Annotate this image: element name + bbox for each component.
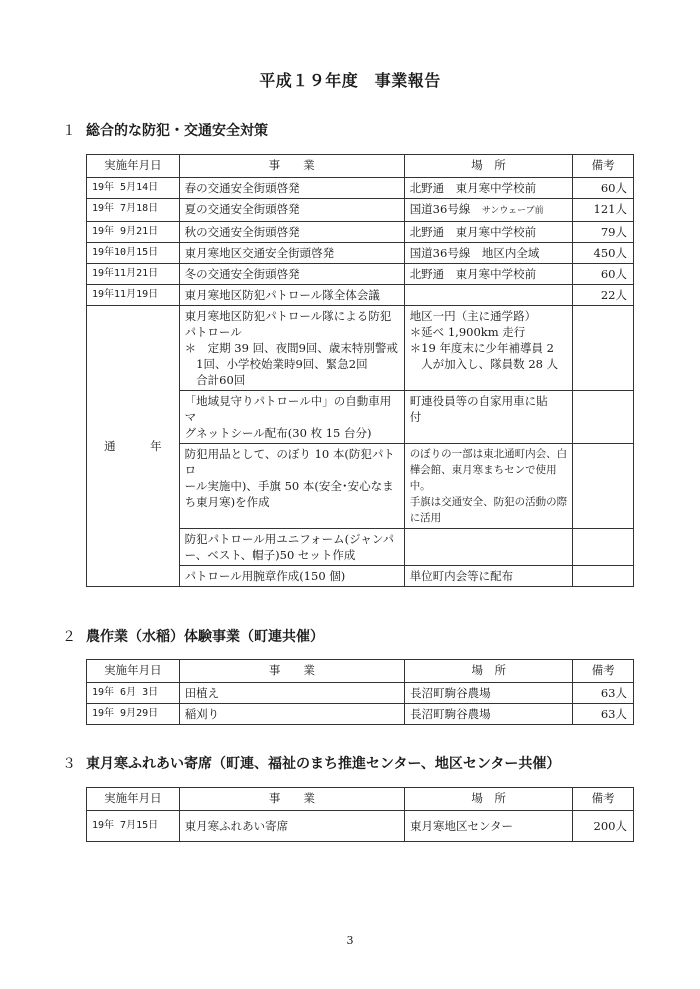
date-cell: 19年 9月21日	[87, 222, 180, 243]
event-cell	[179, 391, 404, 444]
page-title: 平成１９年度 事業報告	[259, 71, 441, 90]
place-cell: 北野通 東月寒中学校前	[404, 264, 573, 285]
section-3-heading	[62, 753, 560, 773]
event-cell: 東月寒ふれあい寄席	[179, 811, 404, 842]
section-title: 農作業（水稲）体験事業（町連共催）	[86, 629, 324, 645]
header-place: 場 所	[404, 155, 573, 178]
count-cell	[573, 444, 634, 529]
date-cell: 19年 7月18日	[87, 199, 180, 222]
header-note: 備考	[573, 155, 634, 178]
year-round-cell	[87, 306, 180, 587]
event-cell	[179, 529, 404, 566]
count-cell: 60人	[573, 264, 634, 285]
place-line: に活用	[409, 512, 442, 524]
header-event: 事 業	[179, 155, 404, 178]
count-cell	[573, 529, 634, 566]
table-header-row	[87, 660, 634, 683]
place-small-text: サンウェーブ前	[481, 206, 544, 216]
table-row	[87, 199, 634, 222]
date-cell: 19年11月21日	[87, 264, 180, 285]
event-line: グネットシール配布(30 枚 15 台分)	[184, 426, 372, 440]
place-cell	[404, 391, 573, 444]
table-row	[87, 285, 634, 306]
count-cell	[573, 566, 634, 587]
page-number: 3	[346, 934, 354, 947]
place-line: ＊19 年度末に少年補導員 2	[409, 341, 554, 355]
year-round-label: 通 年	[104, 439, 162, 453]
table-row	[87, 264, 634, 285]
event-cell: 春の交通安全街頭啓発	[179, 178, 404, 199]
place-cell	[404, 306, 573, 391]
table-row	[87, 178, 634, 199]
count-cell: 22人	[573, 285, 634, 306]
table-row	[87, 683, 634, 704]
table-yose-event	[86, 787, 634, 842]
count-cell	[573, 306, 634, 391]
place-cell: 東月寒地区センター	[405, 811, 573, 842]
event-line: パトロール	[184, 325, 242, 339]
place-cell: 長沼町駒谷農場	[405, 683, 573, 704]
section-2-heading	[62, 626, 324, 646]
place-line: 町連役員等の自家用車に貼	[409, 394, 548, 408]
event-line: 防犯パトロール用ユニフォーム(ジャンパ	[184, 532, 395, 546]
place-cell	[404, 566, 573, 587]
date-cell: 19年 7月15日	[87, 811, 180, 842]
count-cell: 121人	[573, 199, 634, 222]
section-title: 東月寒ふれあい寄席（町連、福祉のまち推進センター、地区センター共催）	[86, 756, 561, 772]
place-cell	[404, 444, 573, 529]
place-line: 樺会館、東月寒まちセンで使用中。	[409, 464, 557, 492]
place-cell	[404, 199, 573, 222]
section-1-heading	[62, 120, 268, 140]
section-title: 総合的な防犯・交通安全対策	[86, 123, 268, 139]
place-line: 付	[409, 410, 422, 424]
event-line: 東月寒地区防犯パトロール隊による防犯	[184, 309, 392, 323]
count-cell: 63人	[573, 704, 634, 725]
place-line: 単位町内会等に配布	[409, 569, 514, 583]
date-cell: 19年 6月 3日	[87, 683, 180, 704]
place-cell: 国道36号線 地区内全域	[404, 243, 573, 264]
date-cell: 19年 5月14日	[87, 178, 180, 199]
event-line: 1回、小学校始業時9回、緊急2回	[184, 357, 368, 371]
section-number: １	[62, 123, 76, 139]
header-date: 実施年月日	[87, 155, 180, 178]
place-cell: 北野通 東月寒中学校前	[404, 222, 573, 243]
table-crime-traffic-safety	[86, 154, 634, 587]
place-line: 地区一円（主に通学路）	[409, 309, 537, 323]
event-cell: 秋の交通安全街頭啓発	[179, 222, 404, 243]
table-row	[87, 222, 634, 243]
table-row	[87, 243, 634, 264]
place-cell: 長沼町駒谷農場	[405, 704, 573, 725]
date-cell: 19年11月19日	[87, 285, 180, 306]
place-line: のぼりの一部は東北通町内会、白	[409, 448, 568, 460]
section-number: ２	[62, 629, 76, 645]
event-cell: 東月寒地区防犯パトロール隊全体会議	[179, 285, 404, 306]
header-note: 備考	[573, 788, 634, 811]
section-number: ３	[62, 756, 76, 772]
place-text: 国道36号線	[409, 202, 471, 216]
header-event: 事 業	[179, 660, 404, 683]
event-cell	[179, 306, 404, 391]
event-line: 防犯用品として、のぼり 10 本(防犯パトロ	[184, 447, 395, 477]
place-cell: 北野通 東月寒中学校前	[404, 178, 573, 199]
header-date: 実施年月日	[87, 660, 180, 683]
event-line: ち東月寒)を作成	[184, 495, 270, 509]
event-line: 合計60回	[184, 373, 246, 387]
event-cell: 夏の交通安全街頭啓発	[179, 199, 404, 222]
place-line: ＊延べ 1,900km 走行	[409, 325, 526, 339]
count-cell: 450人	[573, 243, 634, 264]
table-row	[87, 704, 634, 725]
event-line: ー、ベスト、帽子)50 セット作成	[184, 548, 356, 562]
count-cell	[573, 391, 634, 444]
table-farming-experience	[86, 659, 634, 725]
count-cell: 60人	[573, 178, 634, 199]
header-event: 事 業	[179, 788, 404, 811]
place-cell	[404, 529, 573, 566]
event-line: パトロール用腕章作成(150 個)	[184, 569, 346, 583]
header-place: 場 所	[405, 660, 573, 683]
count-cell: 79人	[573, 222, 634, 243]
event-line: ＊ 定期 39 回、夜間9回、歳末特別警戒	[184, 341, 398, 355]
table-row	[87, 811, 634, 842]
table-row	[87, 306, 634, 391]
table-header-row	[87, 788, 634, 811]
place-cell	[404, 285, 573, 306]
count-cell: 63人	[573, 683, 634, 704]
table-header-row	[87, 155, 634, 178]
place-line: 人が加入し、隊員数 28 人	[409, 357, 559, 371]
date-cell: 19年 9月29日	[87, 704, 180, 725]
header-note: 備考	[573, 660, 634, 683]
count-cell: 200人	[573, 811, 634, 842]
event-cell	[179, 444, 404, 529]
event-cell: 冬の交通安全街頭啓発	[179, 264, 404, 285]
header-date: 実施年月日	[87, 788, 180, 811]
event-line: 「地域見守りパトロール中」の自動車用マ	[184, 394, 392, 424]
date-cell: 19年10月15日	[87, 243, 180, 264]
place-line: 手旗は交通安全、防犯の活動の際	[409, 496, 568, 508]
event-cell: 東月寒地区交通安全街頭啓発	[179, 243, 404, 264]
event-cell	[179, 566, 404, 587]
header-place: 場 所	[405, 788, 573, 811]
event-cell: 田植え	[179, 683, 404, 704]
event-line: ール実施中)、手旗 50 本(安全･安心なま	[184, 479, 394, 493]
event-cell: 稲刈り	[179, 704, 404, 725]
